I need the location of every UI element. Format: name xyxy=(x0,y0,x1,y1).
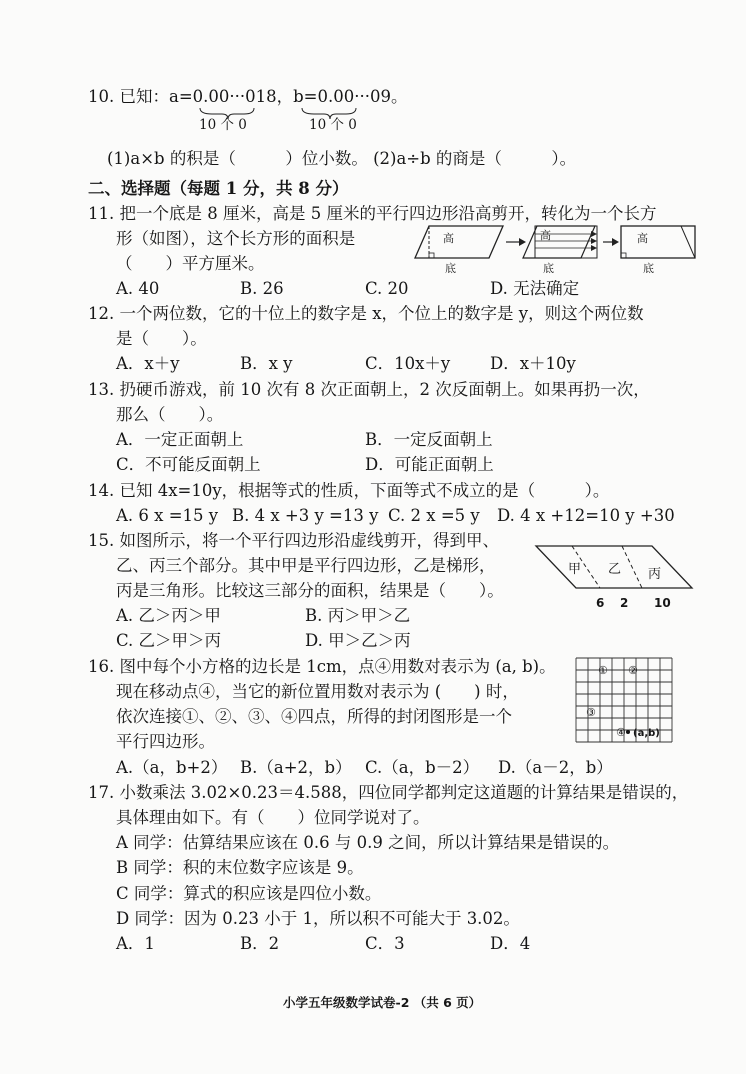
q16-option-c: C.（a，b－2） xyxy=(365,758,480,777)
q17-student-d: D 同学：因为 0.23 小于 1，所以积不可能大于 3.02。 xyxy=(116,909,520,928)
q17-student-a: A 同学：估算结果应该在 0.6 与 0.9 之间，所以计算结果是错误的。 xyxy=(116,833,620,852)
q16-line3: 依次连接①、②、③、④四点，所得的封闭图形是一个 xyxy=(116,707,512,726)
q15-fig-part3: 丙 xyxy=(648,567,662,582)
q15-fig-part1: 甲 xyxy=(568,562,582,577)
q15-option-b: B. 丙＞甲＞乙 xyxy=(305,606,411,625)
q14-option-d: D. 4 x +12=10 y +30 xyxy=(497,506,675,525)
q11-line3: （ ）平方厘米。 xyxy=(116,254,265,273)
q15-option-d: D. 甲＞乙＞丙 xyxy=(305,631,411,650)
q13-option-a: A．一定正面朝上 xyxy=(116,430,244,449)
q15-line3: 丙是三角形。比较这三部分的面积，结果是（ ）。 xyxy=(116,581,504,600)
q15-fig-len3: 10 xyxy=(654,596,671,610)
q17-student-c: C 同学：算式的积应该是四位小数。 xyxy=(116,884,382,903)
q16-option-a: A.（a，b+2） xyxy=(116,758,228,777)
q16-line2: 现在移动点④，当它的新位置用数对表示为 ( ) 时， xyxy=(116,682,519,701)
q16-point1: ① xyxy=(598,664,608,677)
q12-option-c: C．10x＋y xyxy=(365,354,451,373)
q12-option-a: A．x＋y xyxy=(116,354,180,373)
q14-option-a: A. 6 x =15 y xyxy=(116,506,219,525)
section2-title: 二、选择题（每题 1 分，共 8 分） xyxy=(88,179,349,198)
page-footer: 小学五年级数学试卷-2 （共 6 页） xyxy=(283,995,482,1010)
q11-fig-label-gao-3: 高 xyxy=(637,232,648,245)
q11-line1: 11. 把一个底是 8 厘米，高是 5 厘米的平行四边形沿高剪开，转化为一个长方 xyxy=(88,204,657,223)
q15-option-a: A. 乙＞丙＞甲 xyxy=(116,606,221,625)
q13-line1: 13. 扔硬币游戏，前 10 次有 8 次正面朝上，2 次反面朝上。如果再扔一次， xyxy=(88,380,650,399)
q15-fig-len2: 2 xyxy=(620,596,629,610)
q14-option-c: C. 2 x =5 y xyxy=(388,506,480,525)
q17-option-a: A．1 xyxy=(116,934,155,953)
q11-fig-label-di-2: 底 xyxy=(543,262,554,275)
q11-figure xyxy=(405,220,715,276)
q16-point3: ③ xyxy=(586,706,596,719)
q11-option-c: C. 20 xyxy=(365,279,409,298)
q11-fig-label-gao-1: 高 xyxy=(443,232,454,245)
q11-option-a: A. 40 xyxy=(116,279,160,298)
q12-line1: 12. 一个两位数，它的十位上的数字是 x，个位上的数字是 y，则这个两位数 xyxy=(88,304,644,323)
q10-brace-a-label: 10 个 0 xyxy=(199,117,247,133)
q16-line4: 平行四边形。 xyxy=(116,732,215,751)
q11-option-b: B. 26 xyxy=(240,279,284,298)
q11-fig-label-di-1: 底 xyxy=(445,262,456,275)
q12-option-b: B．x y xyxy=(240,354,293,373)
q15-figure xyxy=(532,540,702,610)
q17-option-b: B．2 xyxy=(240,934,280,953)
q16-point2: ② xyxy=(628,664,638,677)
q17-student-b: B 同学：积的末位数字应该是 9。 xyxy=(116,858,364,877)
q11-fig-label-gao-2: 高 xyxy=(540,229,551,242)
q13-option-c: C．不可能反面朝上 xyxy=(116,455,261,474)
q16-grid-figure xyxy=(572,654,692,754)
q14-line1: 14. 已知 4x=10y，根据等式的性质，下面等式不成立的是（ ）。 xyxy=(88,481,610,500)
q12-option-d: D．x＋10y xyxy=(490,354,576,373)
q11-fig-label-di-3: 底 xyxy=(643,262,654,275)
q11-option-d: D. 无法确定 xyxy=(490,279,580,298)
q13-option-d: D．可能正面朝上 xyxy=(365,455,494,474)
q15-fig-part2: 乙 xyxy=(608,562,622,577)
q12-line2: 是（ ）。 xyxy=(116,329,207,348)
q16-point4: ④ xyxy=(616,726,626,739)
q15-line2: 乙、丙三个部分。其中甲是平行四边形，乙是梯形， xyxy=(116,556,496,575)
q13-option-b: B．一定反面朝上 xyxy=(365,430,493,449)
q17-option-d: D．4 xyxy=(490,934,531,953)
q15-fig-len1: 6 xyxy=(596,596,605,610)
q16-line1: 16. 图中每个小方格的边长是 1cm，点④用数对表示为 (a, b)。 xyxy=(88,657,556,676)
q16-point4-label: (a,b) xyxy=(633,728,660,739)
q15-line1: 15. 如图所示，将一个平行四边形沿虚线剪开，得到甲、 xyxy=(88,531,499,550)
q17-line2: 具体理由如下。有（ ）位同学说对了。 xyxy=(116,808,430,827)
q14-option-b: B. 4 x +3 y =13 y xyxy=(232,506,379,525)
q16-option-d: D.（a－2，b） xyxy=(498,758,613,777)
q16-option-b: B.（a+2，b） xyxy=(240,758,352,777)
q10-line1: 10. 已知：a=0.00···018，b=0.00···09。 xyxy=(88,87,408,106)
q11-line2: 形（如图），这个长方形的面积是 xyxy=(116,229,356,248)
q17-line1: 17. 小数乘法 3.02×0.23＝4.588，四位同学都判定这道题的计算结果是错误的， xyxy=(88,783,689,802)
q17-option-c: C．3 xyxy=(365,934,405,953)
q15-option-c: C. 乙＞甲＞丙 xyxy=(116,631,222,650)
q10-brace-b-label: 10 个 0 xyxy=(309,117,357,133)
q13-line2: 那么（ ）。 xyxy=(116,405,224,424)
q10-line2: (1)a×b 的积是（ ）位小数。 (2)a÷b 的商是（ ）。 xyxy=(107,149,577,168)
